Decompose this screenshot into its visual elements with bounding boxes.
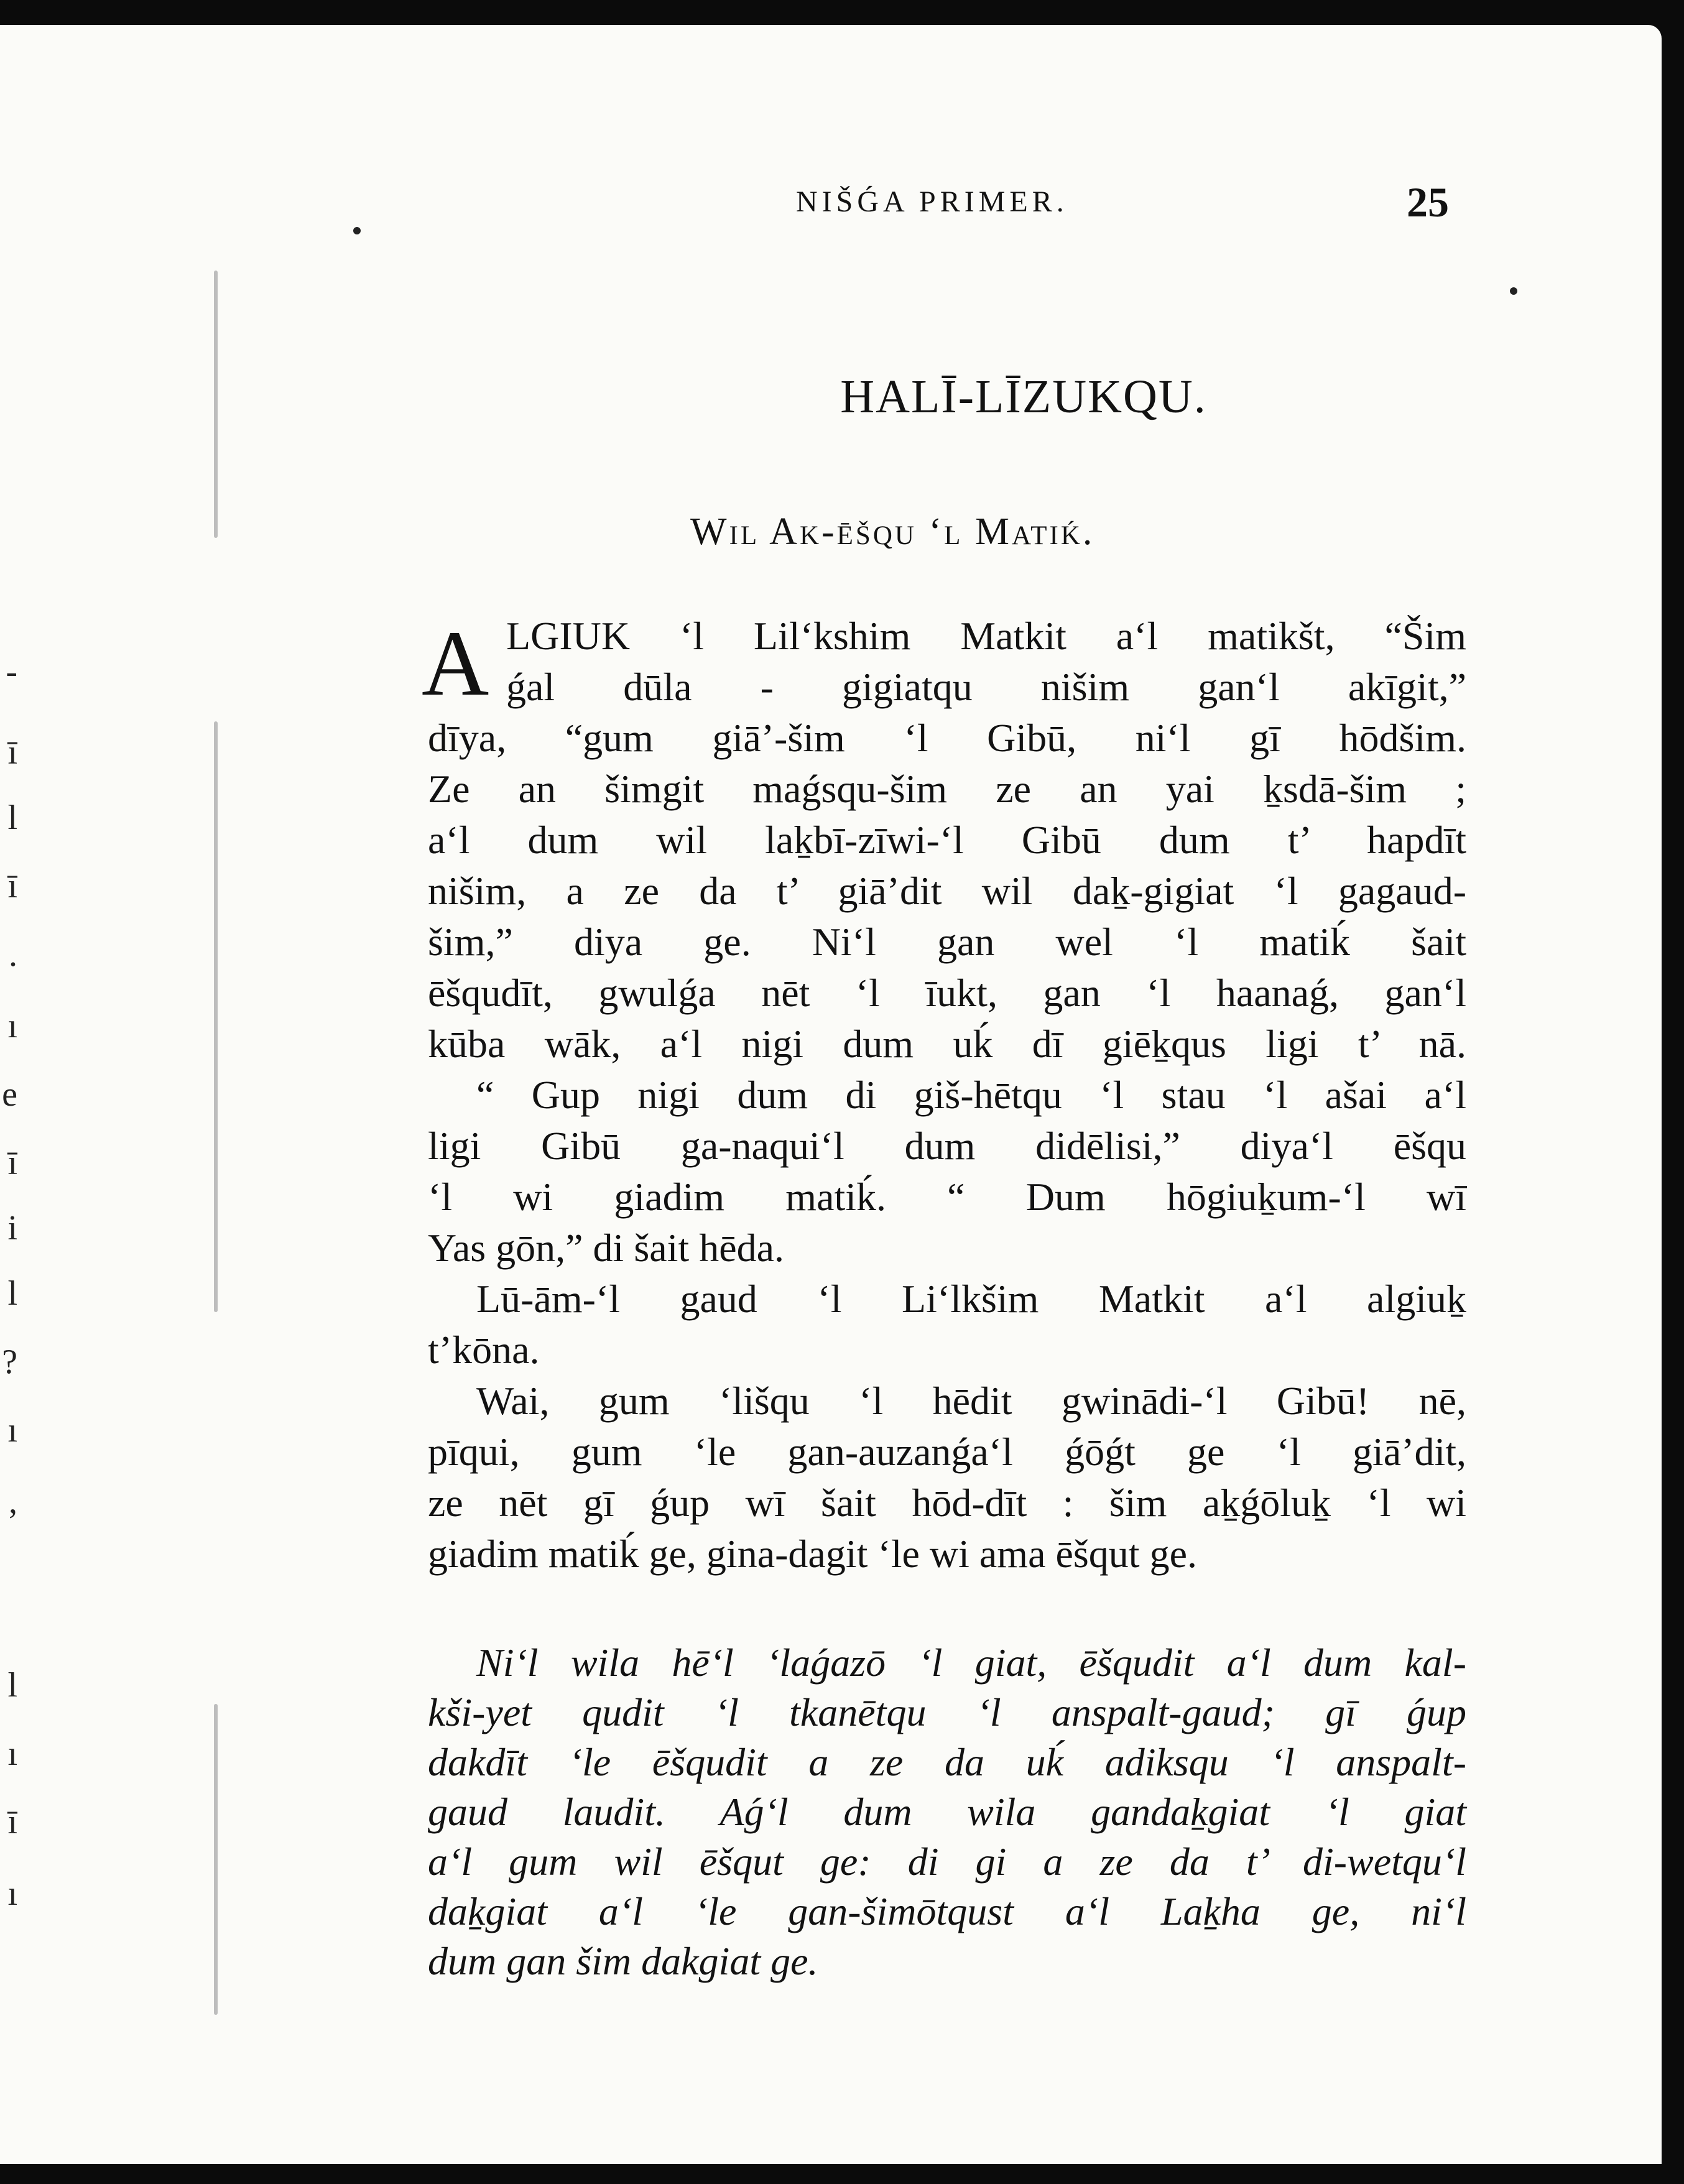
body-line: LGIUK ‘l Lil‘kshim Matkit a‘l matikšt, “Šim xyxy=(506,614,1466,658)
margin-glyph: ī xyxy=(7,1144,17,1182)
margin-glyph: - xyxy=(6,653,17,690)
margin-glyph: l xyxy=(7,1667,17,1704)
body-line: giadim matiḱ ge, gina-dagit ‘le wi ama ēšqut ge. xyxy=(428,1532,1197,1576)
body-line: dīya, “gum giā’-šim ‘l Gibū, ni‘l gī hōdšim. xyxy=(428,716,1466,760)
margin-glyph: ī xyxy=(7,868,17,905)
commentary-line: a‘l gum wil ēšqut ge: di gi a ze da t’ di-wetqu‘l xyxy=(428,1839,1466,1884)
body-line: pīqui, gum ‘le gan-auzanǵa‘l ǵōǵt ge ‘l giā’dit, xyxy=(428,1430,1466,1474)
body-line: a‘l dum wil laḵbī-zīwi-‘l Gibū dum t’ hapdīt xyxy=(428,818,1466,862)
binding-mark-lower xyxy=(214,1704,218,2015)
margin-glyph: l xyxy=(7,1275,17,1312)
commentary-line: kši-yet qudit ‘l tkanētqu ‘l anspalt-gaud; gī ǵup xyxy=(428,1690,1466,1734)
body-line: ǵal dūla - gigiatqu nišim gan‘l akīgit,” xyxy=(506,665,1466,709)
commentary-line: gaud laudit. Aǵ‘l dum wila gandaḵgiat ‘l giat xyxy=(428,1790,1466,1834)
drop-cap: A xyxy=(422,612,489,715)
body-line: šim,” diya ge. Ni‘l gan wel ‘l matiḱ šait xyxy=(428,920,1466,964)
story-title: Wil Ak-ēšqu ‘l Matiḱ. xyxy=(690,511,1095,553)
margin-glyph: i xyxy=(7,1210,17,1247)
body-line: Wai, gum ‘lišqu ‘l hēdit gwinādi-‘l Gibū! nē, xyxy=(476,1379,1466,1423)
margin-glyph: ī xyxy=(7,1803,17,1841)
margin-glyph: , xyxy=(9,1483,17,1520)
margin-glyph: ı xyxy=(7,1735,17,1772)
running-title: NIŠǴA PRIMER. xyxy=(796,185,1068,218)
margin-glyph: ? xyxy=(2,1343,17,1381)
body-line: “ Gup nigi dum di giš-hētqu ‘l stau ‘l ašai a‘l xyxy=(476,1073,1466,1117)
commentary-line: Ni‘l wila hē‘l ‘laǵazō ‘l giat, ēšqudit a‘l dum kal- xyxy=(476,1640,1466,1685)
margin-glyph: l xyxy=(7,799,17,836)
page-number: 25 xyxy=(1407,178,1449,226)
body-line: ēšqudīt, gwulǵa nēt ‘l īukt, gan ‘l haanaǵ, gan‘l xyxy=(428,971,1466,1015)
margin-glyph: ı xyxy=(7,1875,17,1912)
body-line: Yas gōn,” di šait hēda. xyxy=(428,1226,784,1270)
commentary-line: dakdīt ‘le ēšqudit a ze da uḱ adiksqu ‘l anspalt- xyxy=(428,1740,1466,1784)
body-line: Lū-ām-‘l gaud ‘l Li‘lkšim Matkit a‘l algiuḵ xyxy=(476,1277,1466,1321)
body-line: ze nēt gī ǵup wī šait hōd-dīt : šim aḵǵōluḵ ‘l wi xyxy=(428,1481,1466,1525)
body-line: Ze an šimgit maǵsqu-šim ze an yai ḵsdā-šim ; xyxy=(428,767,1466,811)
book-page xyxy=(0,25,1662,2164)
speck xyxy=(353,227,361,234)
commentary-line: dum gan šim dakgiat ge. xyxy=(428,1939,818,1983)
commentary-text xyxy=(428,1638,1466,1986)
body-text xyxy=(422,611,1466,1580)
chapter-title: HALĪ-LĪZUKQU. xyxy=(840,371,1207,423)
running-head xyxy=(684,177,1449,227)
commentary-line: daḵgiat a‘l ‘le gan-šimōtqust a‘l Laḵha ge, ni‘l xyxy=(428,1889,1466,1933)
body-line: nišim, a ze da t’ giā’dit wil daḵ-gigiat ‘l gagaud- xyxy=(428,869,1466,913)
body-line: kūba wāk, a‘l nigi dum uḱ dī giēḵqus ligi t’ nā. xyxy=(428,1022,1466,1066)
margin-glyph: e xyxy=(2,1076,17,1113)
body-line: ‘l wi giadim matiḱ. “ Dum hōgiuḵum-‘l wī xyxy=(428,1175,1466,1219)
margin-glyph: ı xyxy=(7,1007,17,1045)
body-line: t’kōna. xyxy=(428,1328,540,1372)
margin-glyph: ı xyxy=(7,1412,17,1449)
speck xyxy=(1510,287,1517,295)
margin-glyph: . xyxy=(9,936,17,973)
binding-mark-middle xyxy=(214,721,218,1312)
margin-glyph: ī xyxy=(7,734,17,771)
body-line: ligi Gibū ga-naqui‘l dum didēlisi,” diya‘l ēšqu xyxy=(428,1124,1466,1168)
